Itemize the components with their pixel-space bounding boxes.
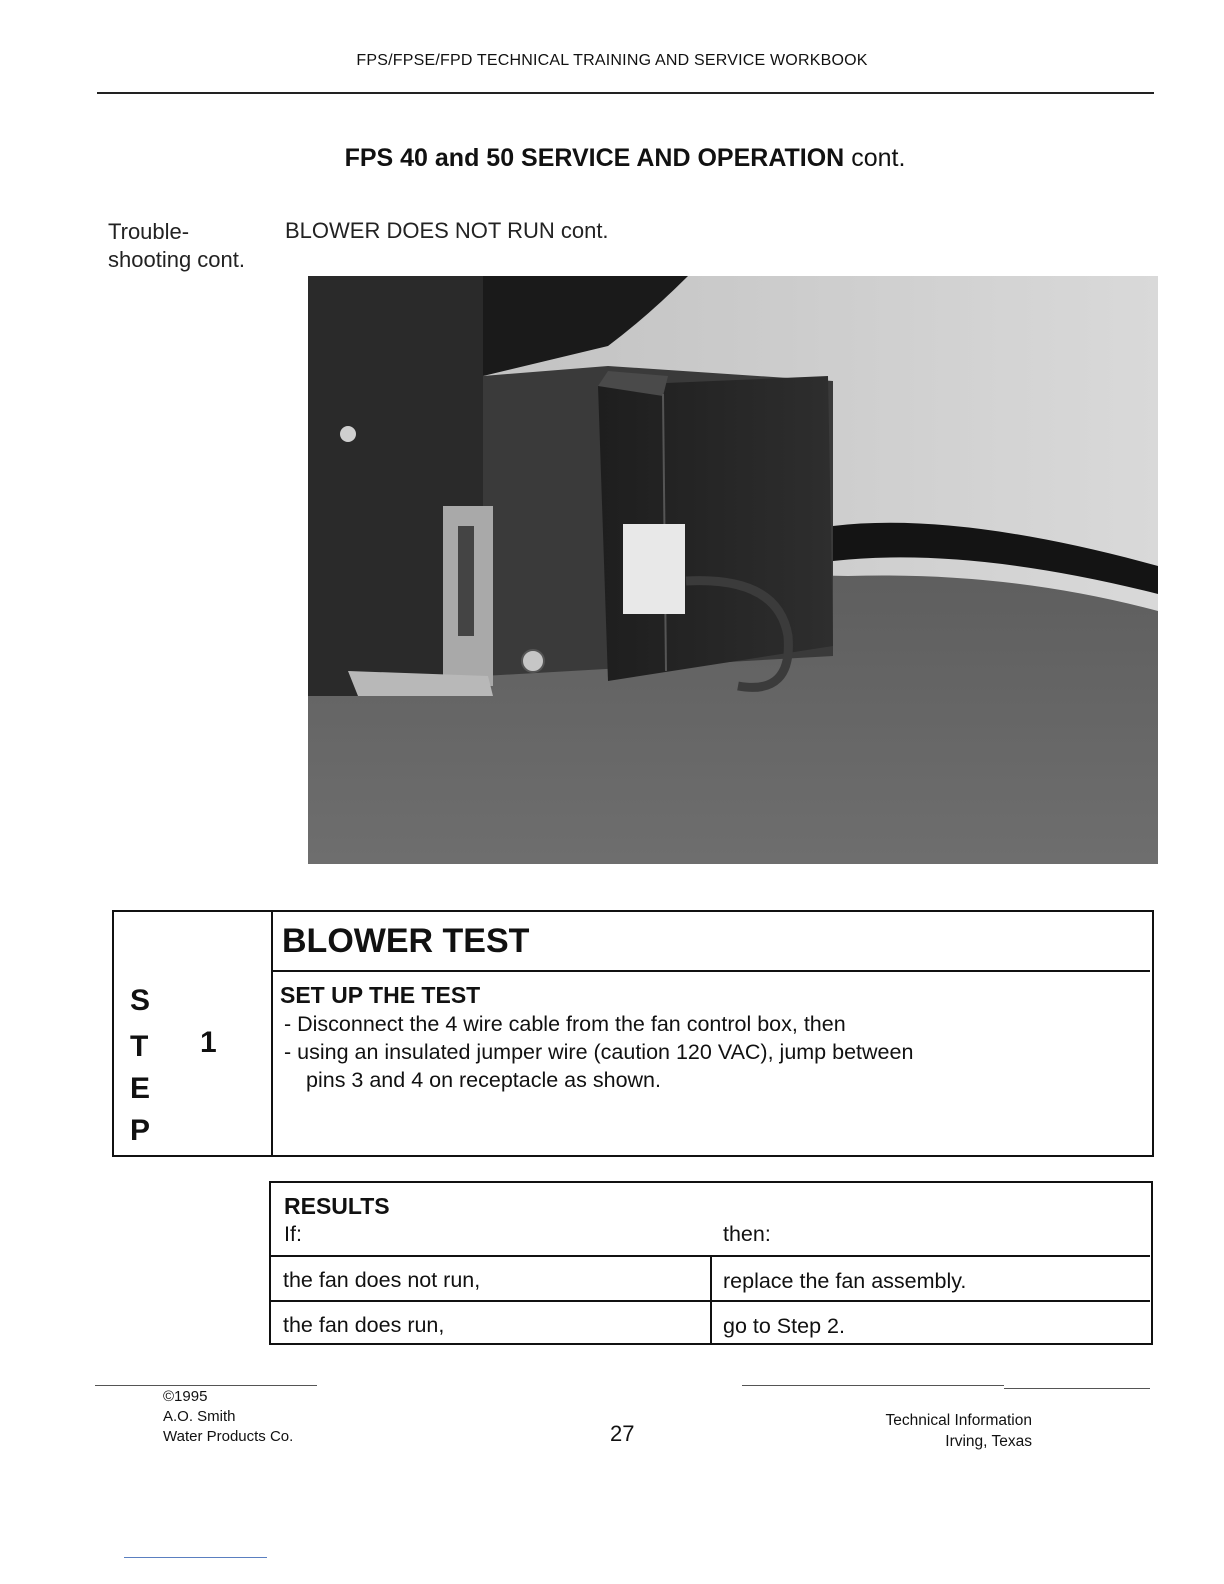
- footer-divider-middle: [742, 1385, 1004, 1386]
- results-heading: RESULTS: [284, 1193, 390, 1219]
- topic-heading: BLOWER DOES NOT RUN cont.: [285, 218, 609, 243]
- footer-divider-right: [1004, 1388, 1150, 1389]
- footer-divider-left: [95, 1385, 317, 1386]
- instruction-2: - using an insulated jumper wire (caution 120 VAC), jump between: [284, 1040, 914, 1064]
- step-column-divider: [271, 910, 273, 1155]
- instruction-1: - Disconnect the 4 wire cable from the fan control box, then: [284, 1012, 846, 1036]
- result-row-1-if: the fan does not run,: [283, 1268, 481, 1292]
- setup-heading: SET UP THE TEST: [280, 982, 481, 1008]
- footer-left: [163, 1387, 293, 1447]
- results-then-label: then:: [723, 1222, 771, 1246]
- section-title: [0, 144, 1224, 173]
- side-label-line2: shooting cont.: [108, 247, 245, 272]
- company-line-2: Water Products Co.: [163, 1428, 294, 1445]
- results-column-divider: [710, 1255, 712, 1343]
- section-title-suffix: cont.: [844, 144, 906, 172]
- result-row-2-if: the fan does run,: [283, 1313, 445, 1337]
- footer-right-line-2: Irving, Texas: [945, 1433, 1032, 1450]
- test-title: BLOWER TEST: [282, 922, 530, 960]
- step-letter-s: S: [130, 984, 151, 1017]
- bottom-mark: [124, 1557, 267, 1558]
- footer-right: [760, 1410, 1032, 1452]
- footer-right-line-1: Technical Information: [885, 1412, 1032, 1429]
- header-divider: [97, 92, 1154, 94]
- side-label-line1: Trouble-: [108, 219, 190, 244]
- section-title-main: FPS 40 and 50 SERVICE AND OPERATION: [344, 144, 845, 172]
- company-line-1: A.O. Smith: [163, 1408, 236, 1425]
- copyright: ©1995: [163, 1388, 208, 1405]
- result-row-1-then: replace the fan assembly.: [723, 1269, 967, 1293]
- page-number: 27: [610, 1421, 635, 1446]
- instruction-2-continuation: pins 3 and 4 on receptacle as shown.: [306, 1068, 661, 1092]
- fan-control-box-photo: [308, 276, 1158, 864]
- step-letter-p: P: [130, 1114, 151, 1147]
- side-label: [108, 218, 245, 274]
- step-number: 1: [200, 1026, 217, 1059]
- step-title-divider: [272, 970, 1150, 972]
- page-header: FPS/FPSE/FPD TECHNICAL TRAINING AND SERVICE WORKBOOK: [356, 52, 868, 69]
- results-if-label: If:: [284, 1222, 302, 1246]
- step-letter-t: T: [130, 1030, 149, 1063]
- result-row-2-then: go to Step 2.: [723, 1314, 845, 1338]
- step-letter-e: E: [130, 1072, 151, 1105]
